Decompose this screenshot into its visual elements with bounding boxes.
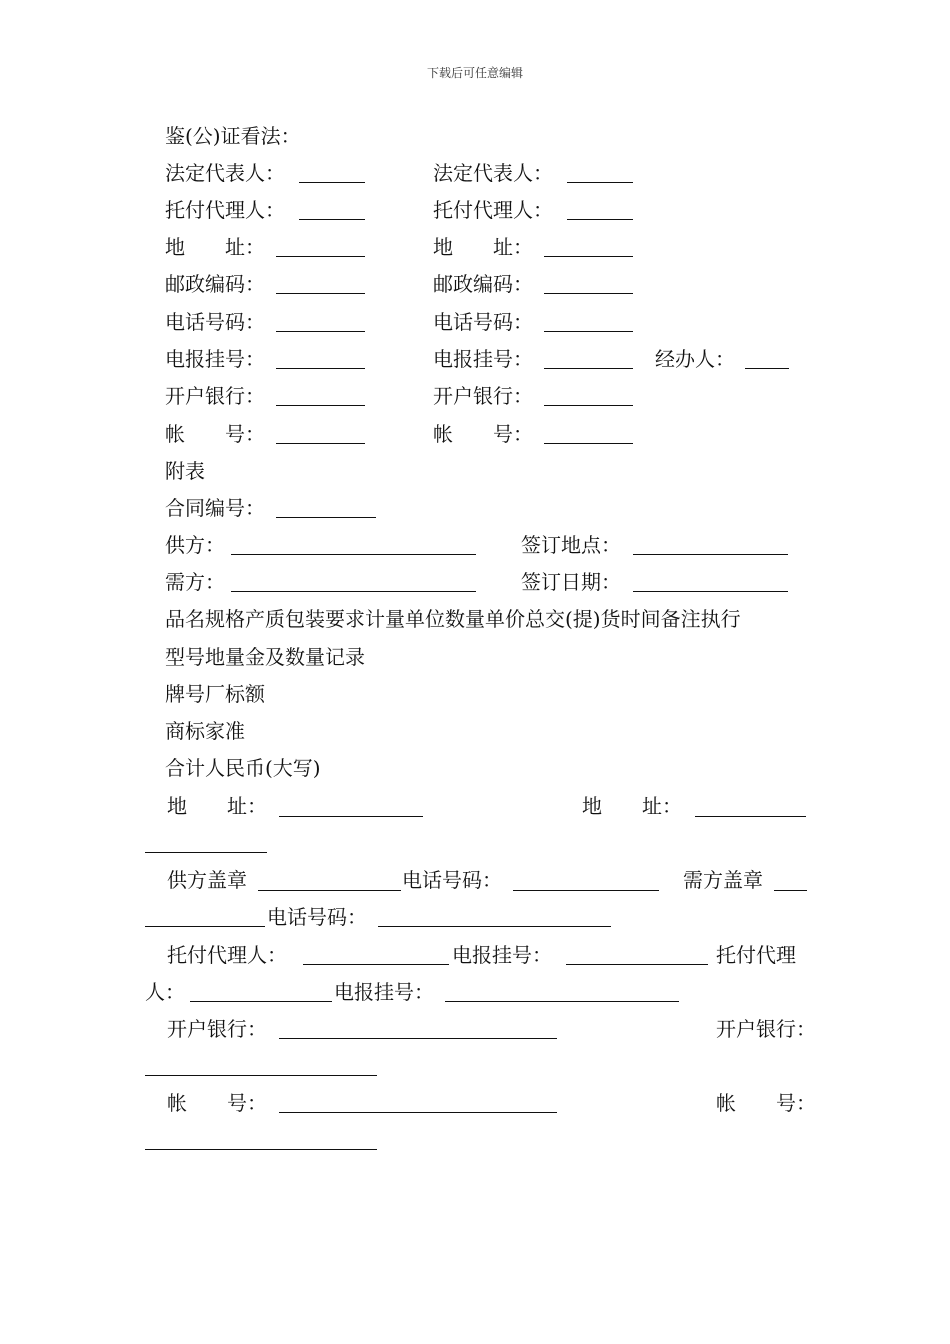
footer-right-address-field-cont[interactable] (145, 852, 267, 853)
left-phone-label: 电话号码： (165, 310, 265, 334)
buyer-seal-field-cont[interactable] (145, 926, 265, 927)
right-bank-label: 开户银行： (433, 384, 533, 408)
footer-left-bank-field[interactable] (279, 1038, 557, 1039)
right-address-field[interactable] (544, 256, 633, 257)
footer-right-address-field[interactable] (695, 816, 806, 817)
supplier-field[interactable] (231, 554, 476, 555)
right-postcode-label: 邮政编码： (433, 272, 533, 296)
supplier-label: 供方： (165, 533, 225, 557)
footer-right-account-field[interactable] (145, 1149, 377, 1150)
right-agent-field[interactable] (567, 219, 633, 220)
right-agent-label: 托付代理人： (433, 198, 553, 222)
left-telegraph-field[interactable] (276, 368, 365, 369)
contract-no-label: 合同编号： (165, 496, 265, 520)
buyer-field[interactable] (231, 591, 476, 592)
left-bank-field[interactable] (276, 405, 365, 406)
footer-left-account-field[interactable] (279, 1112, 557, 1113)
left-agent-label: 托付代理人： (165, 198, 285, 222)
table-header-line-2: 型号地量金及数量记录 (165, 645, 365, 669)
right-account-label: 帐 号： (433, 422, 533, 446)
left-postcode-label: 邮政编码： (165, 272, 265, 296)
supplier-seal-field[interactable] (258, 890, 401, 891)
buyer-telegraph-label: 电报挂号： (334, 980, 434, 1004)
footer-left-address-label: 地 址： (167, 794, 267, 818)
buyer-phone-label: 电话号码： (267, 905, 367, 929)
supplier-phone-field[interactable] (513, 890, 659, 891)
contract-no-field[interactable] (276, 517, 376, 518)
left-agent-field[interactable] (299, 219, 365, 220)
right-phone-field[interactable] (544, 331, 633, 332)
right-telegraph-label: 电报挂号： (433, 347, 533, 371)
handler-label: 经办人： (655, 347, 735, 371)
left-account-field[interactable] (276, 443, 365, 444)
handler-field[interactable] (745, 368, 789, 369)
page-header-note: 下载后可任意编辑 (426, 66, 523, 80)
buyer-agent-label-part2: 人： (145, 980, 185, 1004)
buyer-label: 需方： (165, 570, 225, 594)
right-account-field[interactable] (544, 443, 633, 444)
left-address-field[interactable] (276, 256, 365, 257)
footer-left-address-field[interactable] (279, 816, 423, 817)
right-phone-label: 电话号码： (433, 310, 533, 334)
total-rmb-label: 合计人民币(大写) (165, 756, 321, 780)
footer-right-address-label: 地 址： (582, 794, 682, 818)
right-telegraph-field[interactable] (544, 368, 633, 369)
left-telegraph-label: 电报挂号： (165, 347, 265, 371)
sign-place-label: 签订地点： (521, 533, 621, 557)
left-account-label: 帐 号： (165, 422, 265, 446)
buyer-agent-field[interactable] (190, 1001, 332, 1002)
supplier-telegraph-label: 电报挂号： (452, 943, 552, 967)
buyer-telegraph-field[interactable] (445, 1001, 679, 1002)
sign-place-field[interactable] (633, 554, 788, 555)
supplier-phone-label: 电话号码： (402, 868, 502, 892)
table-header-line-3: 牌号厂标额 (165, 682, 265, 706)
footer-left-bank-label: 开户银行： (167, 1017, 267, 1041)
right-legal-rep-field[interactable] (567, 182, 633, 183)
left-phone-field[interactable] (276, 331, 365, 332)
footer-right-account-label: 帐 号： (716, 1091, 816, 1115)
supplier-seal-label: 供方盖章 (167, 868, 247, 892)
table-header-line-1: 品名规格产质包装要求计量单位数量单价总交(提)货时间备注执行 (165, 607, 741, 631)
right-bank-field[interactable] (544, 405, 633, 406)
left-postcode-field[interactable] (276, 293, 365, 294)
sign-date-label: 签订日期： (521, 570, 621, 594)
buyer-seal-label: 需方盖章 (683, 868, 763, 892)
footer-right-bank-field[interactable] (145, 1075, 377, 1076)
footer-right-bank-label: 开户银行： (716, 1017, 816, 1041)
right-postcode-field[interactable] (544, 293, 633, 294)
left-legal-rep-label: 法定代表人： (165, 161, 285, 185)
right-legal-rep-label: 法定代表人： (433, 161, 553, 185)
left-bank-label: 开户银行： (165, 384, 265, 408)
right-address-label: 地 址： (433, 235, 533, 259)
supplier-telegraph-field[interactable] (566, 964, 708, 965)
supplier-agent-field[interactable] (303, 964, 449, 965)
buyer-phone-field[interactable] (378, 926, 611, 927)
left-address-label: 地 址： (165, 235, 265, 259)
buyer-seal-field[interactable] (774, 890, 807, 891)
left-legal-rep-field[interactable] (299, 182, 365, 183)
supplier-agent-label: 托付代理人： (167, 943, 287, 967)
table-header-line-4: 商标家准 (165, 719, 245, 743)
sign-date-field[interactable] (633, 591, 788, 592)
notary-opinion-heading: 鉴(公)证看法： (165, 124, 301, 148)
appendix-title: 附表 (165, 459, 205, 483)
buyer-agent-label-part1: 托付代理 (716, 943, 796, 967)
footer-left-account-label: 帐 号： (167, 1091, 267, 1115)
